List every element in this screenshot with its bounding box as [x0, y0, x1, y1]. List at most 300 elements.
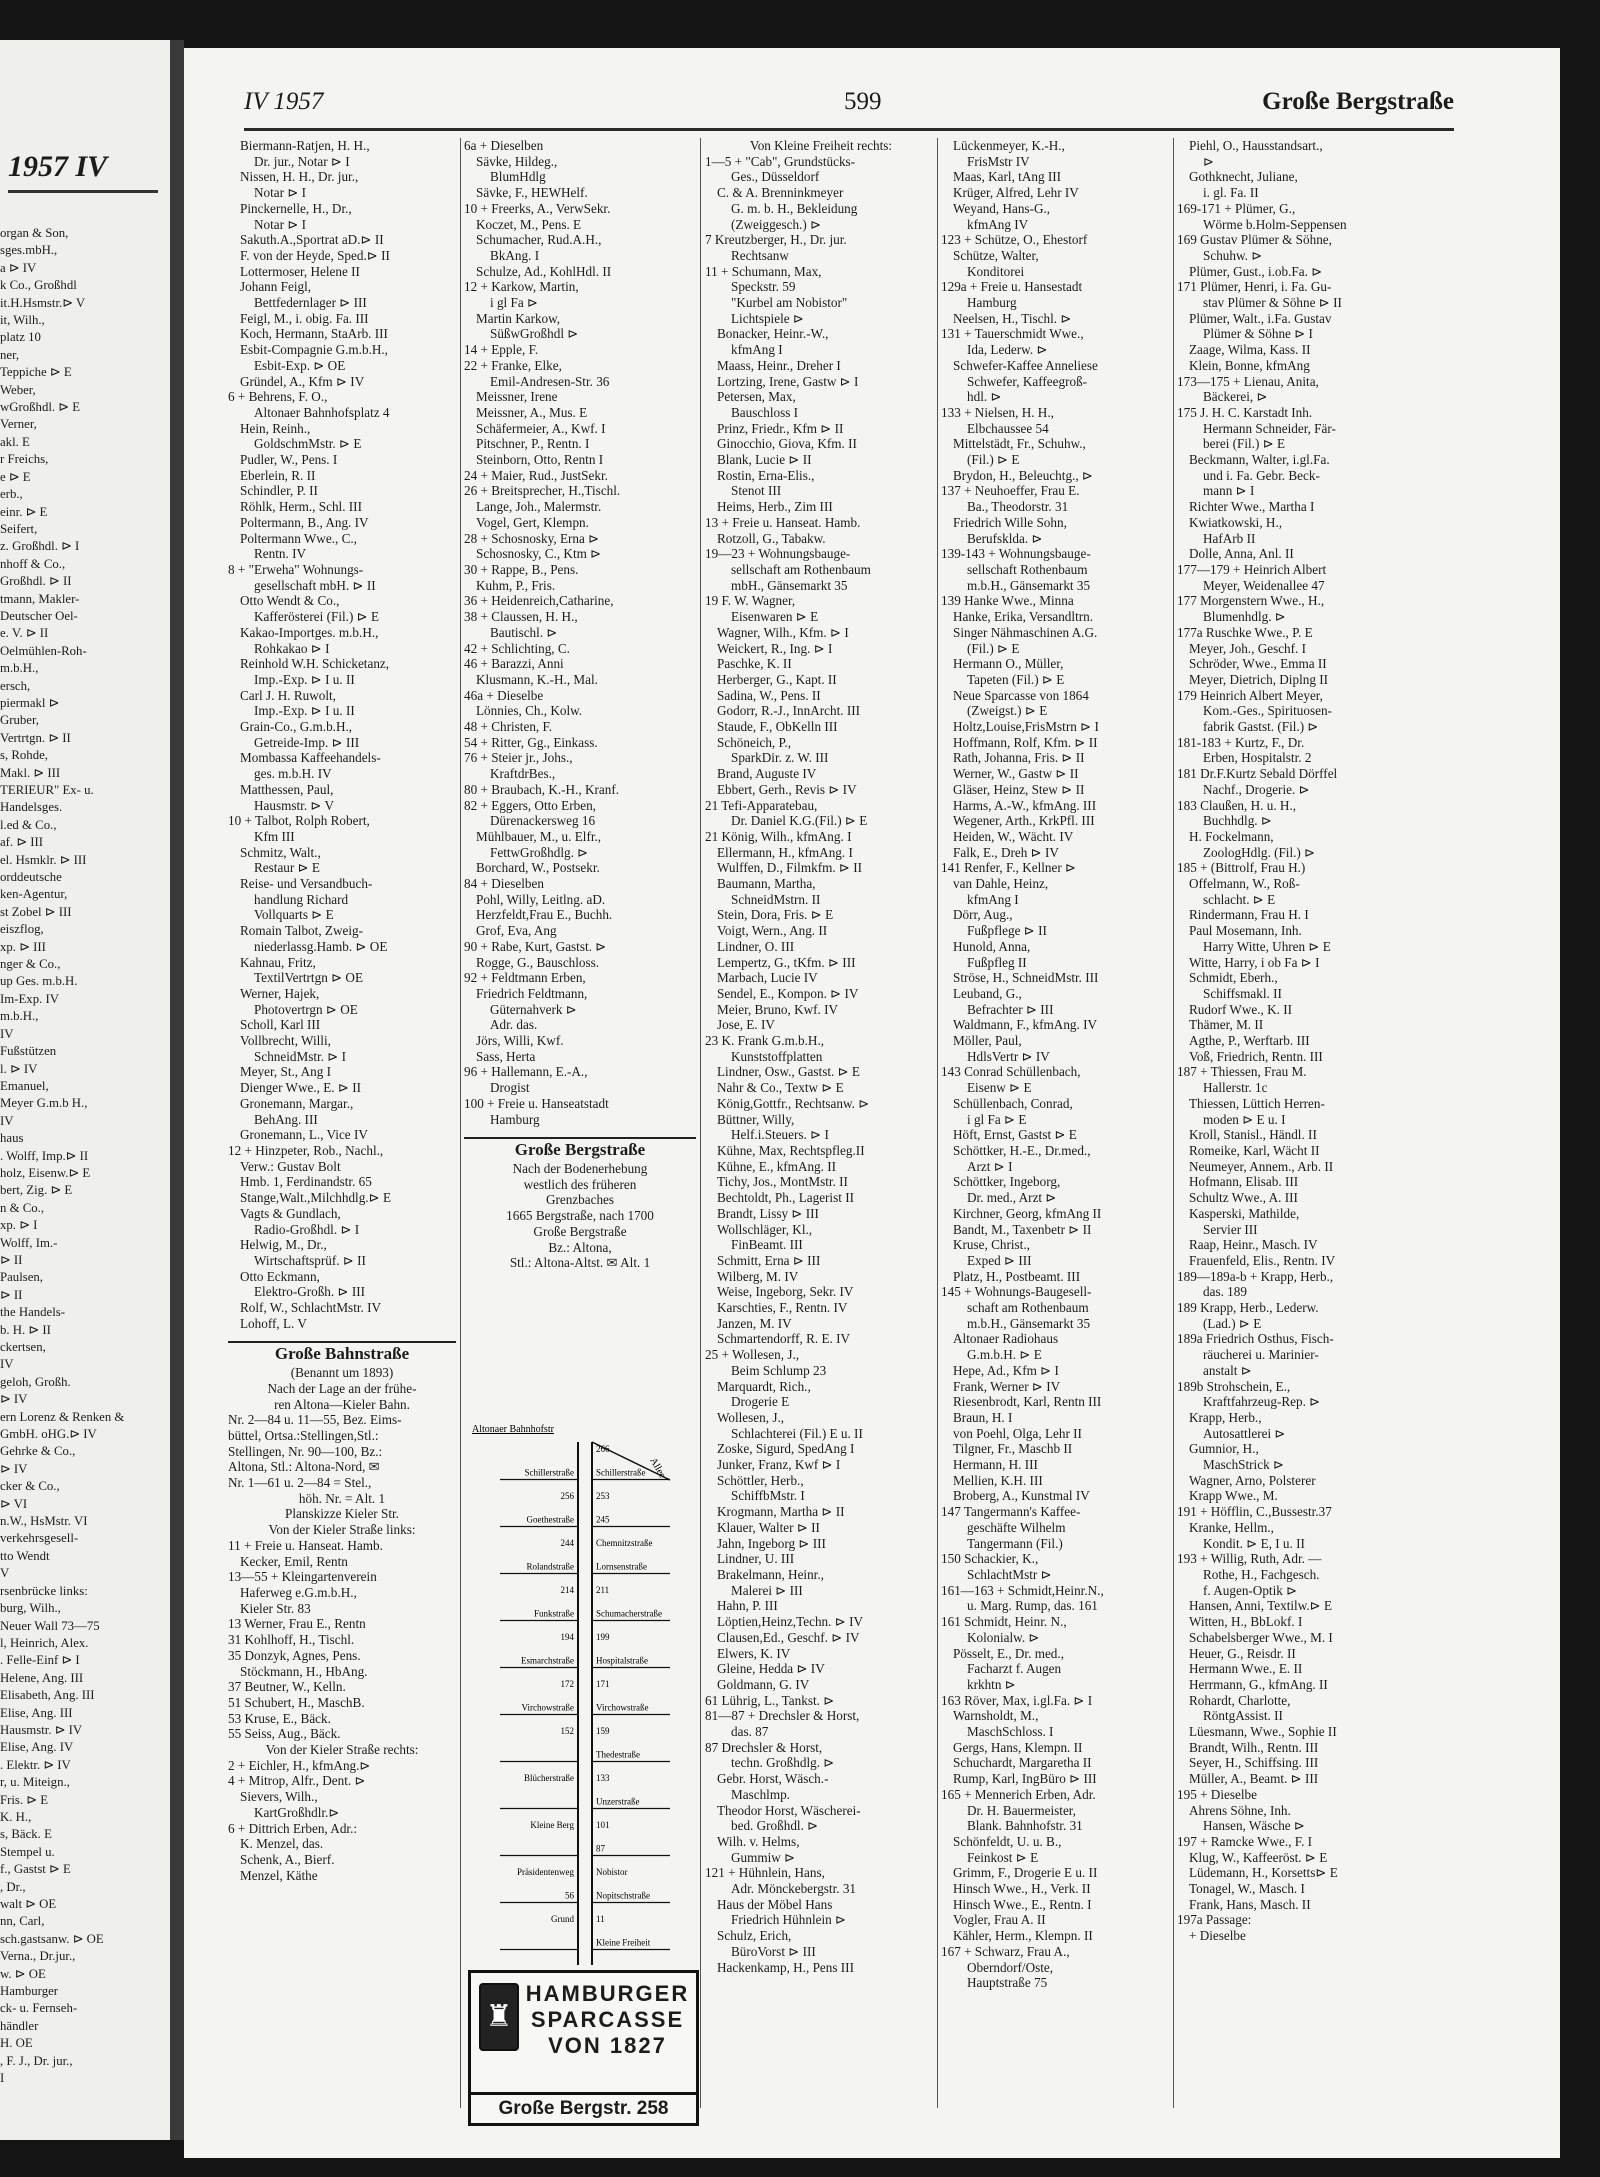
directory-entry: Schöneich, P.,: [717, 734, 791, 750]
map-label-left: Schillerstraße: [524, 1467, 574, 1478]
directory-entry: Scholl, Karl III: [240, 1017, 321, 1033]
directory-entry: Kondit. ⊳ E, I u. II: [1203, 1535, 1305, 1551]
directory-entry: Helf.i.Steuers. ⊳ I: [731, 1127, 829, 1143]
directory-entry: Platz, H., Postbeamt. III: [953, 1268, 1081, 1284]
directory-entry: Feigl, M., i. obig. Fa. III: [240, 310, 369, 326]
left-page-line: , F. J., Dr. jur.,: [0, 2053, 73, 2068]
directory-entry: Hamburg: [967, 295, 1017, 311]
directory-entry: Brakelmann, Heinr.,: [717, 1566, 824, 1582]
directory-entry: Gleine, Hedda ⊳ IV: [717, 1661, 825, 1677]
left-page-line: f., Gastst ⊳ E: [0, 1862, 71, 1877]
map-label-right: Kleine Freiheit: [596, 1937, 651, 1948]
directory-entry: Tichy, Jos., MontMstr. II: [717, 1174, 848, 1190]
directory-entry: 46 + Barazzi, Anni: [464, 656, 564, 672]
directory-entry: Schöttler, Herb.,: [717, 1472, 804, 1488]
directory-entry: 195 + Dieselbe: [1177, 1786, 1257, 1802]
directory-entry: sellschaft am Rothenbaum: [731, 561, 871, 577]
directory-entry: Steinborn, Otto, Rentn I: [476, 452, 604, 468]
directory-entry: Stein, Dora, Fris. ⊳ E: [717, 907, 834, 923]
directory-entry: Jahn, Ingeborg ⊳ III: [717, 1535, 826, 1551]
directory-entry: Helwig, M., Dr.,: [240, 1237, 327, 1253]
map-label-right: Schumacherstraße: [596, 1608, 662, 1619]
directory-entry: krkhtn ⊳: [967, 1676, 1016, 1692]
directory-entry: Agthe, P., Werftarb. III: [1189, 1033, 1310, 1049]
directory-entry: Große Bergstraße: [533, 1223, 627, 1239]
directory-entry: Pohl, Willy, Leitlng. aD.: [476, 891, 606, 907]
page-header: [244, 88, 1454, 131]
directory-entry: 11 + Schumann, Max,: [705, 263, 822, 279]
directory-entry: Ahrens Söhne, Inh.: [1189, 1802, 1291, 1818]
directory-entry: Arzt ⊳ I: [967, 1158, 1013, 1174]
directory-entry: Sass, Herta: [476, 1048, 536, 1064]
directory-entry: K. Menzel, das.: [240, 1836, 324, 1852]
column-divider: [1173, 138, 1174, 2108]
left-page-line: erb.,: [0, 487, 23, 502]
left-page-line: n & Co.,: [0, 1200, 45, 1215]
directory-entry: Vogel, Gert, Klempn.: [476, 514, 589, 530]
directory-entry: SchneidMstr. ⊳ I: [254, 1048, 347, 1064]
directory-entry: TextilVertrtgn ⊳ OE: [254, 970, 364, 986]
left-page-line: Meyer G.m.b H.,: [0, 1096, 88, 1111]
directory-entry: Müller, A., Beamt. ⊳ III: [1189, 1771, 1319, 1787]
map-label-right: 253: [596, 1491, 610, 1501]
directory-entry: Lortzing, Irene, Gastw ⊳ I: [717, 373, 859, 389]
directory-entry: Buchhdlg. ⊳: [1203, 813, 1272, 829]
left-page-line: m.b.H.,: [0, 661, 39, 676]
map-label-left: Grund: [551, 1914, 574, 1924]
map-label-right: 211: [596, 1585, 610, 1595]
directory-entry: BlumHdlg: [490, 169, 546, 185]
left-page-line: akl. E: [0, 434, 30, 449]
directory-entry: kfmAng IV: [967, 216, 1029, 232]
directory-entry: Schäfermeier, A., Kwf. I: [476, 420, 606, 436]
map-label-right: 87: [596, 1843, 605, 1854]
left-page-line: rsenbrücke links:: [0, 1583, 88, 1598]
directory-entry: van Dahle, Heinz,: [953, 876, 1049, 892]
directory-entry: 177—179 + Heinrich Albert: [1177, 561, 1327, 577]
directory-entry: Wörme b.Holm-Seppensen: [1203, 216, 1347, 232]
directory-entry: Planskizze Kieler Str.: [285, 1506, 399, 1522]
page-number: 599: [844, 88, 882, 115]
directory-entry: BüroVorst ⊳ III: [731, 1943, 816, 1959]
left-page-line: Wolff, Im.-: [0, 1235, 58, 1250]
directory-entry: Hmb. 1, Ferdinandstr. 65: [240, 1174, 372, 1190]
directory-entry: KraftdrBes.,: [490, 766, 556, 782]
left-page-line: V: [0, 1566, 10, 1581]
directory-entry: Radio-Großhdl. ⊳ I: [254, 1221, 360, 1237]
directory-entry: Altona, Stl.: Altona-Nord, ✉: [228, 1459, 380, 1475]
directory-entry: Ba., Theodorstr. 31: [967, 499, 1069, 515]
directory-entry: Schönfeldt, U. u. B.,: [953, 1833, 1062, 1849]
directory-entry: Jörs, Willi, Kwf.: [476, 1033, 564, 1049]
directory-entry: 84 + Dieselben: [464, 876, 544, 892]
directory-entry: 13—55 + Kleingartenverein: [228, 1569, 377, 1585]
directory-entry: Stange,Walt.,Milchhdlg.⊳ E: [240, 1190, 391, 1206]
directory-entry: Gründel, A., Kfm ⊳ IV: [240, 373, 365, 389]
directory-entry: BehAng. III: [254, 1111, 318, 1127]
directory-entry: Holtz,Louise,FrisMstrn ⊳ I: [953, 719, 1099, 735]
directory-entry: Von der Kieler Straße links:: [268, 1522, 416, 1538]
left-page-header: 1957 IV: [8, 150, 158, 193]
directory-entry: Wegener, Arth., KrkPfl. III: [953, 813, 1095, 829]
left-page-line: Elise, Ang. IV: [0, 1740, 74, 1755]
directory-entry: Witte, Harry, i ob Fa ⊳ I: [1189, 954, 1320, 970]
directory-entry: Zoske, Sigurd, SpedAng I: [717, 1441, 855, 1457]
directory-entry: Schabelsberger Wwe., M. I: [1189, 1629, 1333, 1645]
directory-entry: Prinz, Friedr., Kfm ⊳ II: [717, 420, 844, 436]
directory-entry: i gl Fa ⊳ E: [967, 1111, 1027, 1127]
directory-entry: Sadina, W., Pens. II: [717, 687, 821, 703]
directory-entry: Weise, Ingeborg, Sekr. IV: [717, 1284, 854, 1300]
directory-entry: Dr. Daniel K.G.(Fil.) ⊳ E: [731, 813, 868, 829]
directory-entry: Voigt, Wern., Ang. II: [717, 923, 828, 939]
directory-entry: 14 + Epple, F.: [464, 342, 539, 358]
column-2: [464, 138, 696, 1271]
directory-entry: Dürenackersweg 16: [490, 813, 596, 829]
directory-entry: Lindner, U. III: [717, 1551, 795, 1567]
directory-entry: Wilh. v. Helms,: [717, 1833, 800, 1849]
directory-entry: Hansen, Wäsche ⊳: [1203, 1818, 1305, 1834]
directory-entry: Lüesmann, Wwe., Sophie II: [1189, 1724, 1337, 1740]
map-label-right: Chemnitzstraße: [596, 1538, 653, 1548]
directory-entry: SchiffbMstr. I: [731, 1488, 805, 1504]
directory-entry: 189—189a-b + Krapp, Herb.,: [1177, 1268, 1334, 1284]
left-page-line: ersch,: [0, 678, 31, 693]
directory-entry: Schwefer-Kaffee Anneliese: [953, 357, 1098, 373]
left-page-line: IV: [0, 1113, 14, 1128]
directory-entry: Stöckmann, H., HbAng.: [240, 1663, 368, 1679]
directory-entry: Sendel, E., Kompon. ⊳ IV: [717, 985, 859, 1001]
left-page-line: s, Bäck. E: [0, 1827, 52, 1842]
directory-entry: 53 Kruse, E., Bäck.: [228, 1710, 331, 1726]
directory-entry: Brand, Auguste IV: [717, 766, 817, 782]
directory-entry: Reinhold W.H. Schicketanz,: [240, 656, 390, 672]
directory-entry: schlacht. ⊳ E: [1203, 891, 1276, 907]
directory-entry: ren Altona—Kieler Bahn.: [274, 1396, 410, 1412]
left-page-line: b. H. ⊳ II: [0, 1322, 51, 1337]
directory-entry: Schumacher, Rud.A.H.,: [476, 232, 602, 248]
directory-entry: westlich des früheren: [523, 1176, 637, 1192]
left-page-line: e. V. ⊳ II: [0, 626, 49, 641]
left-page-line: Weber,: [0, 382, 36, 397]
directory-entry: SüßwGroßhdl ⊳: [490, 326, 579, 342]
directory-entry: Rath, Johanna, Fris. ⊳ II: [953, 750, 1085, 766]
left-page-line: af. ⊳ III: [0, 835, 44, 850]
directory-entry: Gummiw ⊳: [731, 1849, 796, 1865]
directory-entry: Servier III: [1203, 1221, 1258, 1237]
directory-entry: Wollesen, J.,: [717, 1409, 785, 1425]
directory-entry: 173—175 + Lienau, Anita,: [1177, 373, 1319, 389]
directory-entry: Biermann-Ratjen, H. H.,: [240, 138, 370, 153]
directory-entry: 185 + (Bittrolf, Frau H.): [1177, 860, 1306, 876]
directory-entry: fabrik Gastst. (Fil.) ⊳: [1203, 719, 1319, 735]
directory-entry: Poltermann Wwe., C.,: [240, 530, 357, 546]
directory-entry: Poltermann, B., Ang. IV: [240, 514, 369, 530]
directory-entry: Notar ⊳ I: [254, 185, 307, 201]
directory-entry: Theodor Horst, Wäscherei-: [717, 1802, 861, 1818]
directory-entry: das. 87: [731, 1724, 769, 1740]
directory-entry: 13 Werner, Frau E., Rentn: [228, 1616, 366, 1632]
directory-entry: mann ⊳ I: [1203, 483, 1255, 499]
left-page-line: l, Heinrich, Alex.: [0, 1635, 89, 1650]
directory-entry: Imp.-Exp. ⊳ I u. II: [254, 671, 355, 687]
directory-entry: Löptien,Heinz,Techn. ⊳ IV: [717, 1614, 863, 1630]
directory-entry: Baumann, Martha,: [717, 876, 816, 892]
directory-entry: mbH., Gänsemarkt 35: [731, 577, 848, 593]
directory-entry: gesellschaft mbH. ⊳ II: [254, 577, 376, 593]
directory-entry: Werner, W., Gastw ⊳ II: [953, 766, 1079, 782]
left-page-line: ⊳ II: [0, 1287, 23, 1302]
map-label-right: 11: [596, 1914, 605, 1924]
left-page-line: nger & Co.,: [0, 957, 61, 972]
directory-entry: sellschaft Rothenbaum: [967, 561, 1088, 577]
left-page-line: Makl. ⊳ III: [0, 765, 61, 780]
map-label-left: 152: [560, 1726, 574, 1736]
directory-entry: 26 + Breitsprecher, H.,Tischl.: [464, 483, 621, 499]
left-page-line: Verner,: [0, 417, 37, 432]
directory-entry: Maas, Karl, tAng III: [953, 169, 1062, 185]
directory-entry: 161 Schmidt, Heinr. N.,: [941, 1614, 1067, 1630]
directory-entry: (Lad.) ⊳ E: [1203, 1315, 1262, 1331]
map-label-right: 266: [596, 1444, 610, 1454]
directory-entry: 92 + Feldtmann Erben,: [464, 970, 586, 986]
directory-entry: Frank, Werner ⊳ IV: [953, 1378, 1061, 1394]
directory-entry: Schmitz, Walt.,: [240, 844, 321, 860]
map-label-right: Hospitalstraße: [596, 1655, 648, 1666]
left-page-line: Emanuel,: [0, 1078, 49, 1093]
directory-entry: Thiessen, Lüttich Herren-: [1189, 1095, 1325, 1111]
left-page-line: Neuer Wall 73—75: [0, 1618, 100, 1633]
directory-entry: Carl J. H. Ruwolt,: [240, 687, 336, 703]
directory-entry: SchlachtMstr ⊳: [967, 1566, 1052, 1582]
left-page-line: haus: [0, 1131, 24, 1146]
directory-entry: Haferweg e.G.m.b.H.,: [240, 1584, 357, 1600]
directory-entry: Kwiatkowski, H.,: [1189, 514, 1283, 530]
directory-entry: Frauenfeld, Elis., Rentn. IV: [1189, 1252, 1336, 1268]
left-page-line: cker & Co.,: [0, 1479, 60, 1494]
directory-entry: Hofmann, Elisab. III: [1189, 1174, 1299, 1190]
directory-entry: Eisenwaren ⊳ E: [731, 609, 819, 625]
directory-entry: Sävke, F., HEWHelf.: [476, 185, 588, 201]
left-page-line: Gehrke & Co.,: [0, 1444, 76, 1459]
column-divider: [700, 138, 701, 2108]
directory-entry: Bettfedernlager ⊳ III: [254, 295, 367, 311]
directory-entry: 36 + Heidenreich,Catharine,: [464, 593, 614, 609]
directory-entry: Mellien, K.H. III: [953, 1472, 1043, 1488]
directory-entry: Herberger, G., Kapt. II: [717, 671, 837, 687]
directory-entry: Schlachterei (Fil.) E u. II: [731, 1425, 863, 1441]
directory-entry: Dr. jur., Notar ⊳ I: [254, 153, 350, 169]
directory-entry: Ebbert, Gerh., Revis ⊳ IV: [717, 781, 857, 797]
directory-entry: + Dieselbe: [1189, 1928, 1246, 1944]
left-page-line: up Ges. m.b.H.: [0, 974, 78, 989]
directory-entry: Krapp Wwe., M.: [1189, 1488, 1278, 1504]
directory-entry: Braun, H. I: [953, 1409, 1013, 1425]
directory-entry: Koczet, M., Pens. E: [476, 216, 582, 232]
directory-entry: 187 + Thiessen, Frau M.: [1177, 1064, 1307, 1080]
directory-entry: Otto Wendt & Co.,: [240, 593, 340, 609]
directory-entry: Befrachter ⊳ III: [967, 1001, 1054, 1017]
directory-entry: Jose, E. IV: [717, 1017, 775, 1033]
directory-entry: Schulz, Erich,: [717, 1928, 792, 1944]
directory-entry: Elbchaussee 54: [967, 420, 1049, 436]
left-page-line: walt ⊳ OE: [0, 1897, 57, 1911]
left-page-line: bert, Zig. ⊳ E: [0, 1183, 73, 1198]
directory-entry: 137 + Neuhoeffer, Frau E.: [941, 483, 1080, 499]
directory-entry: Oberndorf/Oste,: [967, 1959, 1054, 1975]
directory-entry: 193 + Willig, Ruth, Adr. —: [1177, 1551, 1322, 1567]
directory-entry: Hoffmann, Rolf, Kfm. ⊳ II: [953, 734, 1098, 750]
directory-entry: Tangermann (Fil.): [967, 1535, 1063, 1551]
directory-entry: 22 + Franke, Elke,: [464, 357, 562, 373]
directory-entry: Klauer, Walter ⊳ II: [717, 1519, 820, 1535]
directory-entry: Friedrich Feldtmann,: [476, 985, 588, 1001]
map-label-left: 256: [560, 1491, 574, 1501]
directory-entry: Lange, Joh., Malermstr.: [476, 499, 602, 515]
directory-entry: Borchard, W., Postsekr.: [476, 860, 600, 876]
directory-entry: (Fil.) ⊳ E: [967, 640, 1020, 656]
directory-entry: hdl. ⊳: [967, 389, 1002, 405]
street-heading: Große Bergstraße: [1262, 88, 1454, 115]
directory-entry: Maass, Heinr., Dreher I: [717, 357, 841, 373]
directory-entry: Rindermann, Frau H. I: [1189, 907, 1309, 923]
directory-entry: Karschties, F., Rentn. IV: [717, 1300, 848, 1316]
directory-entry: kfmAng I: [967, 891, 1019, 907]
left-page-line: . Wolff, Imp.⊳ II: [0, 1148, 89, 1163]
left-page-line: Verna., Dr.jur.,: [0, 1949, 76, 1964]
directory-entry: FettwGroßhdlg. ⊳: [490, 844, 589, 860]
directory-entry: 171 Plümer, Henri, i. Fa. Gu-: [1177, 279, 1332, 295]
directory-entry: Meissner, Irene: [476, 389, 558, 405]
directory-entry: Lohoff, L. V: [240, 1315, 307, 1331]
directory-entry: Sakuth.A.,Sportrat aD.⊳ II: [240, 232, 384, 248]
left-page-line: verkehrsgesell-: [0, 1531, 79, 1546]
directory-entry: Schuhw. ⊳: [1203, 247, 1263, 263]
directory-entry: u. Marg. Rump, das. 161: [967, 1598, 1098, 1614]
directory-entry: Gebr. Horst, Wäsch.-: [717, 1771, 829, 1787]
directory-entry: Kruse, Christ.,: [953, 1237, 1030, 1253]
directory-entry: räucherei u. Marinier-: [1203, 1347, 1319, 1363]
directory-entry: Janzen, M. IV: [717, 1315, 792, 1331]
directory-entry: 10 + Talbot, Rolph Robert,: [228, 813, 370, 829]
directory-entry: Erben, Hospitalstr. 2: [1203, 750, 1312, 766]
directory-entry: Kieler Str. 83: [240, 1600, 311, 1616]
directory-entry: 48 + Christen, F.: [464, 719, 553, 735]
directory-entry: (Zweiggesch.) ⊳: [731, 216, 822, 232]
left-page-line: n.W., HsMstr. VI: [0, 1514, 88, 1529]
directory-entry: Werner, Hajek,: [240, 985, 320, 1001]
directory-entry: 24 + Maier, Rud., JustSekr.: [464, 467, 608, 483]
directory-entry: Goldmann, G. IV: [717, 1676, 810, 1692]
left-page-line: Helene, Ang. III: [0, 1670, 84, 1685]
ad-line-2: SPARCASSE: [530, 2007, 685, 2032]
left-page-line: I: [0, 2071, 5, 2086]
left-page-line: m.b.H.,: [0, 1009, 39, 1024]
directory-entry: Lüdemann, H., Korsetts⊳ E: [1189, 1865, 1338, 1881]
directory-entry: Hermann Schneider, Fär-: [1203, 420, 1336, 436]
directory-entry: Bonacker, Heinr.-W.,: [717, 326, 829, 342]
directory-entry: Meyer, Weidenallee 47: [1203, 577, 1325, 593]
directory-entry: 82 + Eggers, Otto Erben,: [464, 797, 596, 813]
directory-entry: HafArb II: [1203, 530, 1256, 546]
left-page-line: eiszflog,: [0, 922, 44, 937]
directory-entry: Krapp, Herb.,: [1189, 1409, 1262, 1425]
directory-entry: Hackenkamp, H., Pens III: [717, 1959, 854, 1975]
directory-entry: 143 Conrad Schüllenbach,: [941, 1064, 1081, 1080]
directory-entry: Tilgner, Fr., Maschb II: [953, 1441, 1073, 1457]
directory-entry: 2 + Eichler, H., kfmAng.⊳: [228, 1757, 371, 1773]
directory-entry: Schiffsmakl. II: [1203, 985, 1282, 1001]
directory-entry: 179 Heinrich Albert Meyer,: [1177, 687, 1323, 703]
left-page-line: Deutscher Oel-: [0, 608, 78, 623]
directory-entry: 55 Seiss, Aug., Bäck.: [228, 1726, 341, 1742]
directory-entry: Krüger, Alfred, Lehr IV: [953, 185, 1079, 201]
left-page-line: l.ed & Co.,: [0, 817, 57, 832]
directory-entry: Stellingen, Nr. 90—100, Bz.:: [228, 1443, 383, 1459]
volume-year: IV 1957: [244, 88, 324, 115]
left-page-line: Fußstützen: [0, 1044, 57, 1059]
directory-entry: Rohkakao ⊳ I: [254, 640, 330, 656]
directory-entry: Witten, H., BbLokf. I: [1189, 1614, 1303, 1630]
directory-entry: Kafferösterei (Fil.) ⊳ E: [254, 609, 380, 625]
directory-entry: Pinckernelle, H., Dr.,: [240, 200, 352, 216]
directory-entry: 165 + Mennerich Erben, Adr.: [941, 1786, 1096, 1802]
directory-entry: Bechtoldt, Ph., Lagerist II: [717, 1190, 854, 1206]
directory-entry: handlung Richard: [254, 891, 349, 907]
column-divider: [937, 138, 938, 2108]
directory-entry: Altonaer Bahnhofsplatz 4: [254, 404, 390, 420]
directory-entry: 51 Schubert, H., MaschB.: [228, 1694, 365, 1710]
directory-entry: HdlsVertr ⊳ IV: [967, 1048, 1050, 1064]
directory-entry: 81—87 + Drechsler & Horst,: [705, 1708, 860, 1724]
directory-entry: Gronemann, L., Vice IV: [240, 1127, 368, 1143]
directory-entry: Kolonialw. ⊳: [967, 1629, 1040, 1645]
directory-entry: i. gl. Fa. II: [1203, 185, 1259, 201]
directory-entry: Photovertrgn ⊳ OE: [254, 1001, 358, 1017]
directory-entry: 13 + Freie u. Hanseat. Hamb.: [705, 514, 861, 530]
left-page-line: ⊳ VI: [0, 1496, 28, 1511]
map-label-right: 133: [596, 1773, 610, 1783]
directory-entry: Maschlmp.: [731, 1786, 790, 1802]
directory-entry: Godorr, R.-J., InnArcht. III: [717, 703, 861, 719]
directory-entry: 42 + Schlichting, C.: [464, 640, 570, 656]
left-page-line: Vertrtgn. ⊳ II: [0, 730, 71, 745]
directory-entry: 131 + Tauerschmidt Wwe.,: [941, 326, 1084, 342]
directory-entry: Plümer, Walt., i.Fa. Gustav: [1189, 310, 1332, 326]
left-page-lines: [0, 225, 170, 2087]
directory-entry: Wagner, Wilh., Kfm. ⊳ I: [717, 624, 849, 640]
left-page-line: r, u. Miteign.,: [0, 1775, 70, 1790]
directory-entry: F. von der Heyde, Sped.⊳ II: [240, 247, 390, 263]
directory-entry: Riesenbrodt, Karl, Rentn III: [953, 1394, 1102, 1410]
directory-entry: Lückenmeyer, K.-H.,: [953, 138, 1065, 153]
directory-entry: Wollschläger, Kl.,: [717, 1221, 813, 1237]
map-label-left: 194: [560, 1632, 574, 1642]
page-right-margin: [1468, 48, 1560, 2158]
directory-entry: Bäckerei, ⊳: [1203, 389, 1268, 405]
map-label-left: Goethestraße: [526, 1514, 574, 1525]
left-page-line: wGroßhdl. ⊳ E: [0, 400, 81, 415]
directory-entry: 19 F. W. Wagner,: [705, 593, 796, 609]
directory-entry: Malerei ⊳ III: [731, 1582, 803, 1598]
sparcasse-seal-icon: ♜: [479, 1983, 519, 2051]
directory-entry: Büttner, Willy,: [717, 1111, 795, 1127]
map-label-right: Thedestraße: [596, 1749, 640, 1760]
directory-entry: Sievers, Wilh.,: [240, 1789, 318, 1805]
directory-entry: Hermann O., Müller,: [953, 656, 1064, 672]
directory-entry: Otto Eckmann,: [240, 1268, 320, 1284]
directory-entry: Höft, Ernst, Gastst ⊳ E: [953, 1127, 1077, 1143]
